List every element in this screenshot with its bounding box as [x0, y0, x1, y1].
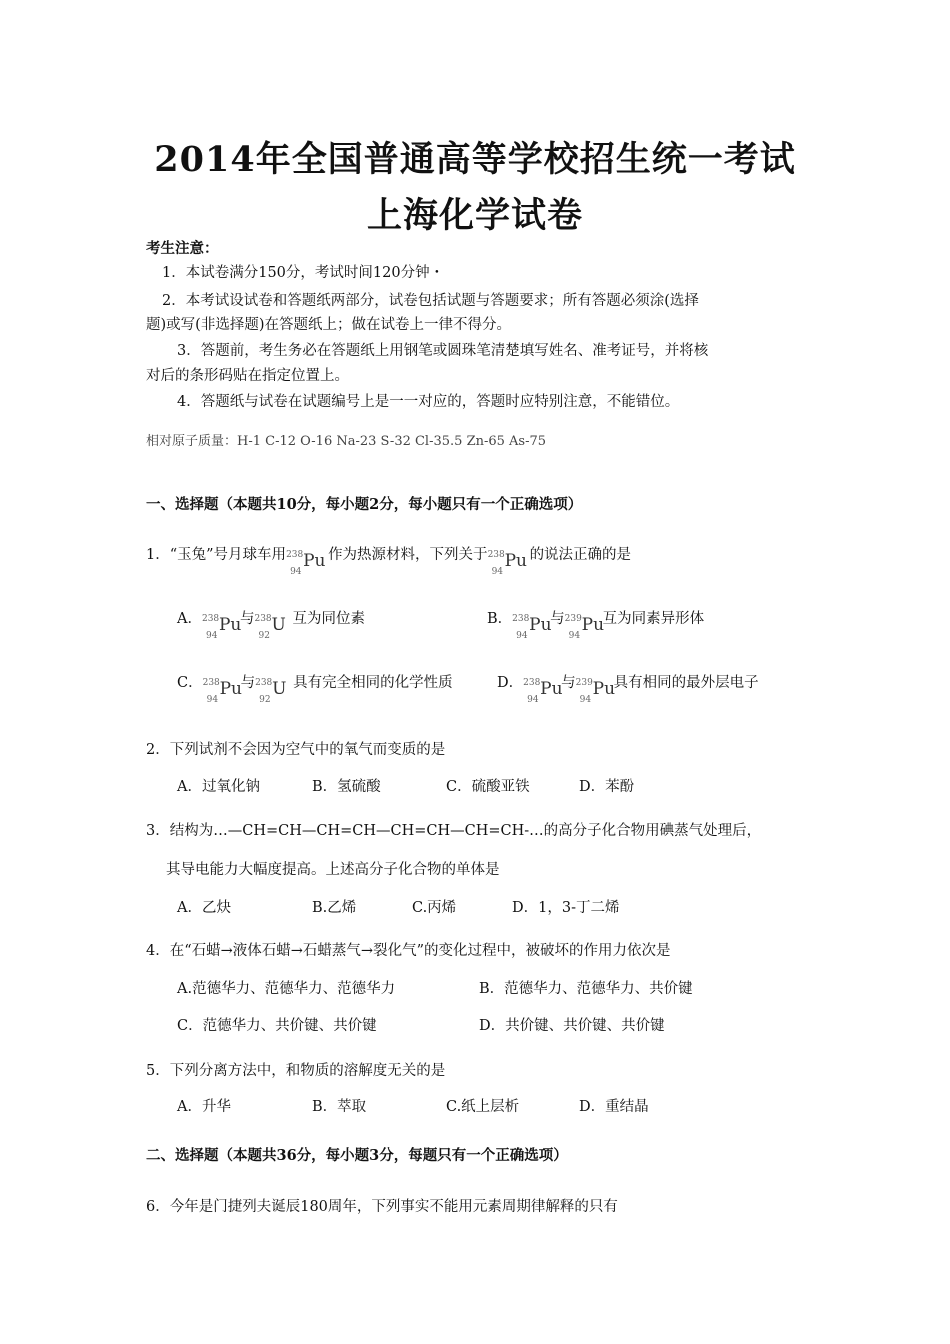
q5-option-d: D．重结晶: [579, 1099, 649, 1115]
notice-item-4: 4．答题纸与试卷在试题编号上是一一对应的，答题时应特别注意，不能错位。: [177, 394, 680, 410]
q5-option-a: A．升华: [177, 1099, 231, 1115]
q2-option-a: A．过氧化钠: [177, 779, 260, 795]
notice-item-2-line-1: 2．本考试设试卷和答题纸两部分，试卷包括试题与答题要求；所有答题必须涂(选择: [162, 293, 699, 309]
q1-stem-part-3: 的说法正确的是: [529, 547, 632, 563]
question-4-stem: 4．在“石蜡→液体石蜡→石蜡蒸气→裂化气”的变化过程中，被破坏的作用力依次是: [146, 943, 671, 959]
question-6-stem: 6．今年是门捷列夫诞辰180周年，下列事实不能用元素周期律解释的只有: [146, 1199, 618, 1215]
atomic-mass-table: 相对原子质量：H-1 C-12 O-16 Na-23 S-32 Cl-35.5 Zn-65 As-75: [146, 434, 547, 449]
notice-item-3-line-1: 3．答题前，考生务必在答题纸上用钢笔或圆珠笔清楚填写姓名、准考证号，并将核: [177, 343, 709, 359]
question-5-stem: 5．下列分离方法中，和物质的溶解度无关的是: [146, 1063, 446, 1079]
question-3-stem-line-1: 3．结构为…—CH=CH—CH=CH—CH=CH—CH=CH-…的高分子化合物用碘蒸气处理后，: [146, 823, 762, 839]
exam-title: 2014年全国普通高等学校招生统一考试: [154, 139, 796, 180]
q3-option-c: C.丙烯: [412, 900, 457, 916]
notice-item-3-line-2: 对后的条形码贴在指定位置上。: [146, 368, 349, 384]
notice-item-1: 1．本试卷满分150分，考试时间120分钟・: [162, 265, 445, 281]
q5-option-c: C.纸上层析: [446, 1099, 520, 1115]
question-2-stem: 2．下列试剂不会因为空气中的氧气而变质的是: [146, 742, 446, 758]
notice-item-2-line-2: 题)或写(非选择题)在答题纸上；做在试卷上一律不得分。: [146, 317, 511, 333]
exam-subtitle: 上海化学试卷: [366, 195, 583, 236]
q2-option-c: C．硫酸亚铁: [446, 779, 530, 795]
q4-option-c: C．范德华力、共价键、共价键: [177, 1018, 377, 1034]
q2-option-d: D．苯酚: [579, 779, 635, 795]
question-3-stem-line-2: 其导电能力大幅度提高。上述高分子化合物的单体是: [166, 862, 500, 878]
q4-option-a: A.范德华力、范德华力、范德华力: [177, 981, 396, 997]
section-2-heading: 二、选择题（本题共36分，每小题3分，每题只有一个正确选项）: [146, 1147, 568, 1164]
q1-option-d: D． 238 94 Pu 与 239 94 Pu 具有相同的最外层电子: [497, 675, 759, 705]
q1-option-b: B． 238 94 Pu 与 239 94 Pu 互为同素异形体: [487, 611, 705, 641]
q5-option-b: B．萃取: [312, 1099, 367, 1115]
q4-option-b: B．范德华力、范德华力、共价键: [479, 981, 693, 997]
q3-option-b: B.乙烯: [312, 900, 357, 916]
pu-238-nuclide: 238 94 Pu: [487, 550, 527, 577]
notice-heading: 考生注意：: [146, 240, 219, 257]
question-1-stem: [146, 540, 632, 577]
q1-option-a: A． 238 94 Pu 与 238 92 U 互为同位素: [177, 611, 365, 641]
section-1-heading: 一、选择题（本题共10分，每小题2分，每小题只有一个正确选项）: [146, 496, 583, 513]
q1-stem-part-1: 1．“玉兔”号月球车用: [146, 547, 287, 563]
q1-stem-part-2: 作为热源材料，下列关于: [328, 547, 488, 563]
q1-option-c: C． 238 94 Pu 与 238 92 U 具有完全相同的化学性质: [177, 675, 453, 705]
q4-option-d: D．共价键、共价键、共价键: [479, 1018, 665, 1034]
pu-238-nuclide: 238 94 Pu: [286, 550, 326, 577]
q2-option-b: B．氢硫酸: [312, 779, 381, 795]
q3-option-a: A．乙炔: [177, 900, 231, 916]
q3-option-d: D．1，3-丁二烯: [512, 900, 620, 916]
